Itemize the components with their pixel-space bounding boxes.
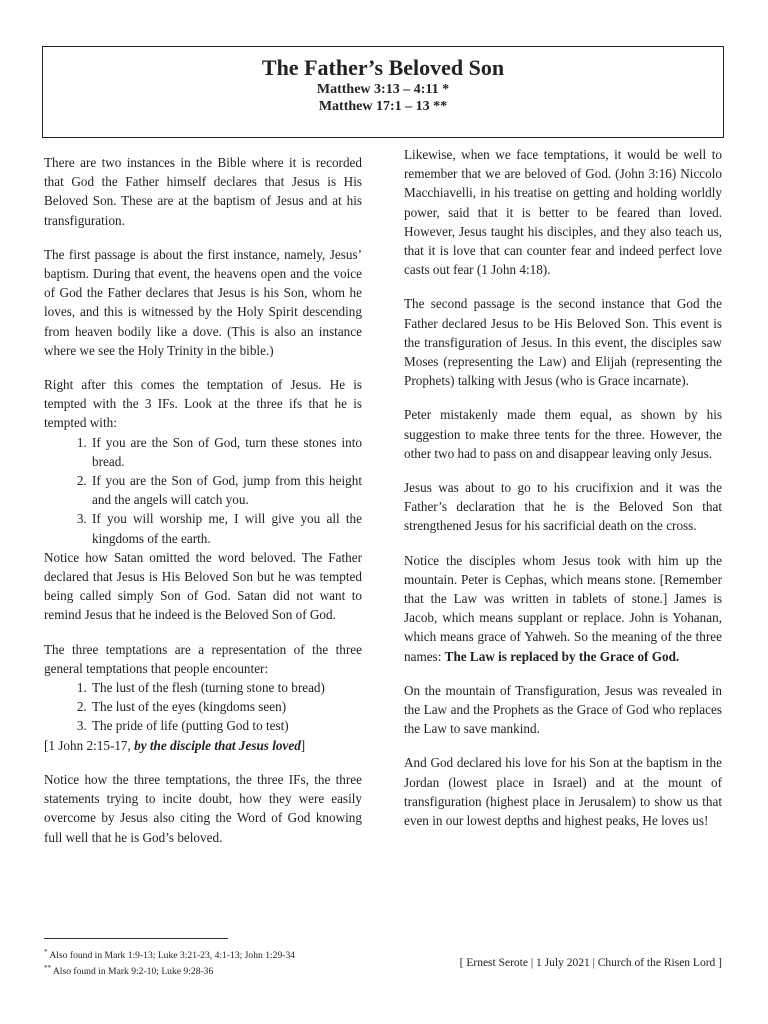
footnote-1 — [44, 946, 374, 962]
list-item: 1. If you are the Son of God, turn these stones into bread. — [90, 433, 362, 471]
temptations-list — [44, 678, 362, 736]
footnote-divider — [44, 938, 228, 939]
citation-prefix: [1 John 2:15-17, — [44, 737, 135, 753]
paragraph: Jesus was about to go to his crucifixion and it was the Father’s declaration that he is the Beloved Son that strengthened Jesus for his sacrificial death on the cross. — [404, 480, 722, 534]
paragraph: Right after this comes the temptation of Jesus. He is tempted with the 3 IFs. Look at the three ifs that he is tempted with: — [44, 377, 362, 431]
scripture-reference-1: Matthew 3:13 – 4:11 * — [316, 82, 450, 97]
footnote-mark: ** — [44, 964, 51, 973]
paragraph: The first passage is about the first instance, namely, Jesus’ baptism. During that event, the heavens open and the voice of God the Father declares that Jesus is his Son, whom he loves, and this is witnessed by the Holy Spirit descending from heaven bodily like a dove. (This is also an instance where we see the Holy Trinity in the bible.) — [44, 246, 362, 358]
paragraph — [404, 551, 722, 666]
paragraph-text: Notice the disciples whom Jesus took with him up the mountain. Peter is Cephas, which means stone. [Remember that the Law was written in tablets of stone.] James is Jacob, which means supplant or replace. John is Yohanan, which means grace of Yahweh. So the meaning of the three names: — [404, 552, 722, 664]
paragraph: Notice how the three temptations, the three IFs, the three statements trying to incite doubt, how they were easily overcome by Jesus also citing the Word of God knowing full well that he is God’s beloved. — [44, 771, 362, 845]
right-column — [404, 145, 722, 845]
list-item: 1. The lust of the flesh (turning stone to bread) — [90, 678, 362, 697]
paragraph-bold: The Law is replaced by the Grace of God. — [444, 648, 680, 664]
left-column — [44, 153, 362, 862]
page-title: The Father’s Beloved Son — [261, 55, 505, 80]
paragraph: Notice how Satan omitted the word beloved. The Father declared that Jesus is His Beloved Son but he was tempted being called simply Son of God. Satan did not want to remind Jesus that he indeed is the Beloved Son of God. — [44, 549, 362, 623]
paragraph: The three temptations are a representation of the three general temptations that people encounter: — [44, 641, 362, 676]
list-item: 3. If you will worship me, I will give you all the kingdoms of the earth. — [90, 509, 362, 547]
signature-line: [ Ernest Serote | 1 July 2021 | Church of the Risen Lord ] — [459, 957, 722, 969]
title-box — [42, 46, 724, 138]
footnotes — [44, 946, 374, 978]
temptation-ifs-list — [44, 433, 362, 548]
scripture-reference-2: Matthew 17:1 – 13 ** — [318, 99, 448, 114]
paragraph: And God declared his love for his Son at the baptism in the Jordan (lowest place in Israel) and at the mount of transfiguration (highest place in Jerusalem) to show us that even in our lowest depths and highest peaks, He loves us! — [404, 755, 722, 829]
list-item: 3. The pride of life (putting God to test) — [90, 716, 362, 735]
footnote-text: Also found in Mark 9:2-10; Luke 9:28-36 — [51, 966, 214, 978]
list-item: 2. The lust of the eyes (kingdoms seen) — [90, 697, 362, 716]
paragraph: Likewise, when we face temptations, it would be well to remember that we are beloved of God. (John 3:16) Niccolo Macchiavelli, in his treatise on getting and holding worldly power, said that it is better to be feared than loved. However, Jesus taught his disciples, and they also teach us, that it is love that can counter fear and indeed perfect love casts out fear (1 John 4:18). — [404, 147, 722, 278]
citation — [44, 736, 362, 755]
paragraph: Peter mistakenly made them equal, as shown by his suggestion to make three tents for the three. However, the other two had to pass on and disappear leaving only Jesus. — [404, 407, 722, 461]
footnote-text: Also found in Mark 1:9-13; Luke 3:21-23, 4:1-13; John 1:29-34 — [47, 950, 296, 962]
list-item: 2. If you are the Son of God, jump from this height and the angels will catch you. — [90, 471, 362, 509]
footnote-mark: * — [44, 948, 48, 956]
citation-emphasis: by the disciple that Jesus loved — [134, 737, 301, 753]
paragraph: There are two instances in the Bible where it is recorded that God the Father himself declares that Jesus is His Beloved Son. These are at the baptism of Jesus and at his transfiguration. — [44, 155, 362, 228]
citation-suffix: ] — [300, 737, 306, 753]
footnote-2 — [44, 962, 374, 978]
paragraph: On the mountain of Transfiguration, Jesus was revealed in the Law and the Prophets as the Grace of God who replaces the Law to save mankind. — [404, 682, 722, 737]
paragraph: The second passage is the second instance that God the Father declared Jesus to be His Beloved Son. This event is the transfiguration of Jesus. In this event, the disciples saw Moses (representing the Law) and Elijah (representing the Prophets) talking with Jesus (who is Grace incarnate). — [404, 296, 722, 389]
